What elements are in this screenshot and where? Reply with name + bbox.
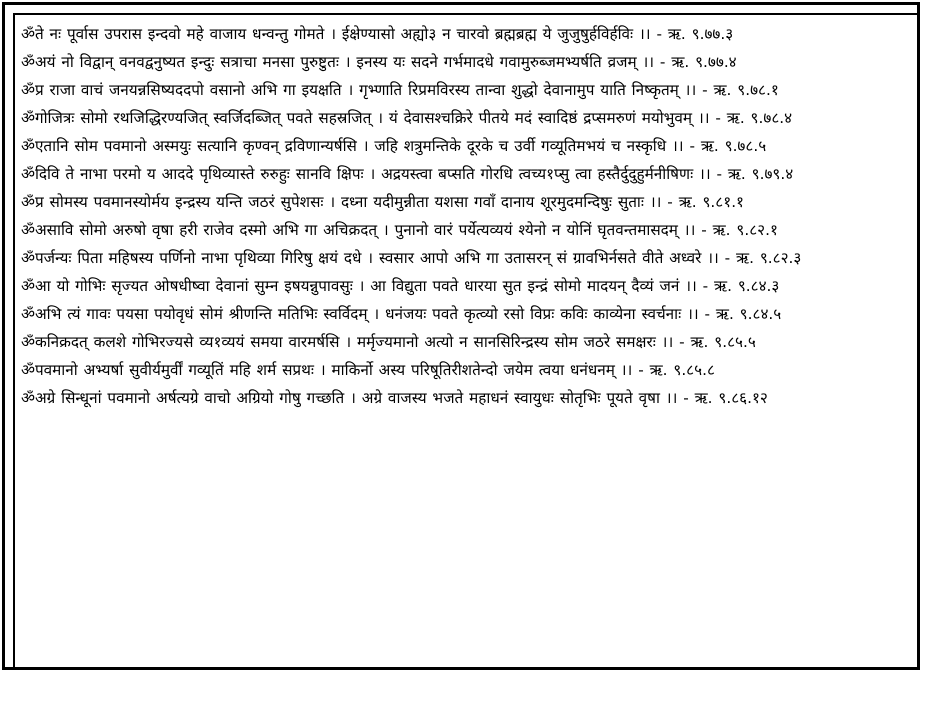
verse-line: ॐपवमानो अभ्यर्षा सुवीर्यमुर्वीं गव्यूतिं महि शर्म सप्रथः । माकिर्नो अस्य परिषूतिरीशतेन्दो जयेम त्वया धनंधनम् ।। - ऋ. ९.८५.८ [21,361,715,379]
verse-line: ॐकनिक्रदत् कलशे गोभिरज्यसे व्य१व्ययं समया वारमर्षसि । मर्मृज्यमानो अत्यो न सानसिरिन्द्रस्य सोम जठरे समक्षरः ।। - ऋ. ९.८५.५ [21,333,756,351]
verse-line: ॐदिवि ते नाभा परमो य आददे पृथिव्यास्ते रुरुहुः सानवि क्षिपः । अद्रयस्त्वा बप्सति गोरधि त्वच्य१प्सु त्वा हस्तैर्दुदुहुर्मनीषिणः ।। - ऋ. ९.७९.४ [21,165,794,183]
verse-line: ॐअयं नो विद्वान् वनवद्वनुष्यत इन्दुः सत्राचा मनसा पुरुष्टुतः । इनस्य यः सदने गर्भमादधे गवामुरुब्जमभ्यर्षति व्रजम् ।। - ऋ. ९.७७.४ [21,53,737,71]
verse-line: ॐएतानि सोम पवमानो अस्मयुः सत्यानि कृण्वन् द्रविणान्यर्षसि । जहि शत्रुमन्तिके दूरके च उर्वी गव्यूतिमभयं च नस्कृधि ।। - ऋ. ९.७८.५ [21,137,767,155]
verse-line: ॐप्र सोमस्य पवमानस्योर्मय इन्द्रस्य यन्ति जठरं सुपेशसः । दध्ना यदीमुन्नीता यशसा गवाँ दानाय शूरमुदमन्दिषुः सुताः ।। - ऋ. ९.८१.१ [21,193,745,211]
verse-line: ॐअग्रे सिन्धूनां पवमानो अर्षत्यग्रे वाचो अग्रियो गोषु गच्छति । अग्रे वाजस्य भजते महाधनं स्वायुधः सोतृभिः पूयते वृषा ।। - ऋ. ९.८६.१२ [21,389,768,407]
verse-line: ॐअसावि सोमो अरुषो वृषा हरी राजेव दस्मो अभि गा अचिक्रदत् । पुनानो वारं पर्येत्यव्ययं श्येनो न योनिं घृतवन्तमासदम् ।। - ऋ. ९.८२.१ [21,221,778,239]
verse-line: ॐपर्जन्यः पिता महिषस्य पर्णिनो नाभा पृथिव्या गिरिषु क्षयं दधे । स्वसार आपो अभि गा उतासरन् सं ग्रावभिर्नसते वीते अध्वरे ।। - ऋ. ९.८२.३ [21,249,802,267]
verse-line: ॐअभि त्यं गावः पयसा पयोवृधं सोमं श्रीणन्ति मतिभिः स्वर्विदम् । धनंजयः पवते कृत्व्यो रसो विप्रः कविः काव्येना स्वर्चनाः ।। - ऋ. ९.८४.५ [21,305,782,323]
outer-border [2,2,920,670]
verse-text-box [13,13,919,669]
verse-line: ॐते नः पूर्वास उपरास इन्दवो महे वाजाय धन्वन्तु गोमते । ईक्षेण्यासो अह्यो३ न चारवो ब्रह्मब्रह्म ये जुजुषुर्हविर्हविः ।। - ऋ. ९.७७.३ [21,25,734,43]
verse-line: ॐप्र राजा वाचं जनयन्नसिष्यददपो वसानो अभि गा इयक्षति । गृभ्णाति रिप्रमविरस्य तान्वा शुद्धो देवानामुप याति निष्कृतम् ।। - ऋ. ९.७८.१ [21,81,779,99]
verse-line: ॐआ यो गोभिः सृज्यत ओषधीष्वा देवानां सुम्न इषयन्नुपावसुः । आ विद्युता पवते धारया सुत इन्द्रं सोमो मादयन् दैव्यं जनं ।। - ऋ. ९.८४.३ [21,277,780,295]
verse-line: ॐगोजित्रः सोमो रथजिद्धिरण्यजित् स्वर्जिदब्जित् पवते सहस्रजित् । यं देवासश्चक्रिरे पीतये मदं स्वादिष्ठं द्रप्समरुणं मयोभुवम् ।। - ऋ. ९.७८.४ [21,109,793,127]
